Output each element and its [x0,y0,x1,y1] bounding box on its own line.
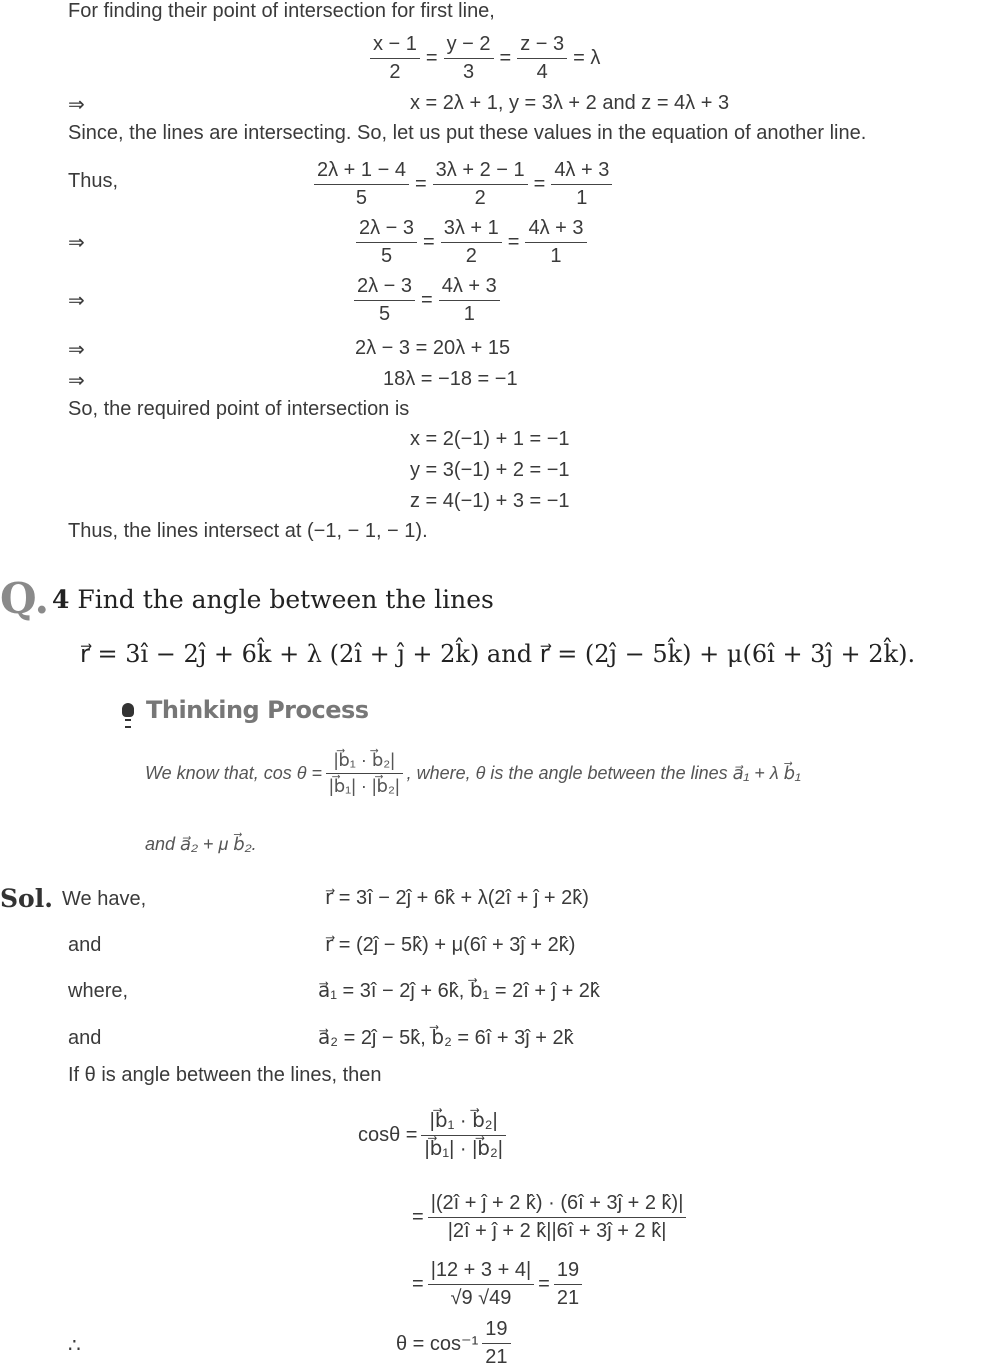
denominator: 5 [354,300,415,328]
denominator: 5 [314,184,409,212]
denominator: 2 [370,58,420,86]
fraction [439,273,500,328]
denominator: 1 [439,300,500,328]
implies-symbol: ⇒ [68,370,85,392]
lightbulb-icon [122,700,134,723]
cos-lhs: cosθ = [358,1123,418,1146]
numerator: |b⃗₁ · b⃗₂| [429,1109,498,1132]
denominator: 3 [444,58,494,86]
denominator: 2 [433,184,528,212]
theta-lhs: θ = cos⁻¹ [396,1332,479,1355]
equals: = [533,172,546,195]
question-heading [52,585,494,614]
fraction [370,31,420,86]
fraction [517,31,567,86]
linear-equation: 2λ − 3 = 20λ + 15 [355,337,511,359]
numerator: y − 2 [446,32,491,55]
equals: = [412,1205,424,1228]
equals: = [499,46,512,69]
line-1-equation: r⃗ = 3î − 2ĵ + 6k̂ + λ(2î + ĵ + 2k̂) [325,887,589,909]
denominator: 5 [356,242,417,270]
fraction [428,1257,534,1312]
intro-text: For finding their point of intersection for first line, [68,0,495,22]
fraction [554,1257,582,1312]
numerator: |b⃗₁ · b⃗₂| [333,750,395,771]
param-equation: x = 2λ + 1, y = 3λ + 2 and z = 4λ + 3 [410,92,730,114]
equals: = [507,230,520,253]
fraction [444,31,494,86]
numerator: 2λ + 1 − 4 [317,158,406,181]
required-text: So, the required point of intersection is [68,398,410,420]
denominator: |2î + ĵ + 2 k̂||6î + 3ĵ + 2 k̂| [428,1217,687,1245]
if-text: If θ is angle between the lines, then [68,1064,382,1086]
fraction [421,1108,505,1163]
denominator: |b⃗₁| · |b⃗₂| [421,1135,505,1163]
vectors-2: a⃗₂ = 2ĵ − 5k̂, b⃗₂ = 6î + 3ĵ + 2k̂ [318,1027,574,1049]
formula-rest: , where, θ is the angle between the lines a⃗₁ + λ b⃗₁ [406,762,801,783]
numerator: 4λ + 3 [528,216,584,239]
question-mark-label: Q. [0,574,50,623]
lambda-solution: 18λ = −18 = −1 [383,368,518,390]
equals: = [414,172,427,195]
lambda-eq: = λ [573,46,601,69]
numerator: x − 1 [373,32,417,55]
conclusion-text: Thus, the lines intersect at (−1, − 1, − 1). [68,520,428,542]
numerator: 4λ + 3 [554,158,610,181]
numerator: 3λ + 1 [443,216,499,239]
numerator: |12 + 3 + 4| [430,1258,532,1281]
denominator: 21 [482,1343,510,1371]
equals: = [538,1272,550,1295]
thinking-process-title: Thinking Process [146,696,369,724]
question-text: Find the angle between the lines [77,585,494,614]
numerator: z − 3 [520,32,565,55]
point-x: x = 2(−1) + 1 = −1 [410,428,570,450]
point-y: y = 3(−1) + 2 = −1 [410,459,570,481]
fraction [482,1316,510,1371]
implies-symbol: ⇒ [68,232,85,254]
denominator: 1 [525,242,586,270]
denominator: 1 [551,184,612,212]
equals: = [412,1272,424,1295]
fraction [354,273,415,328]
numerator: |(2î + ĵ + 2 k̂) · (6î + 3ĵ + 2 k̂)| [430,1191,684,1214]
fraction [356,215,417,270]
numerator: 4λ + 3 [441,274,497,297]
since-text: Since, the lines are intersecting. So, let us put these values in the equation of another line. [68,122,867,144]
implies-symbol: ⇒ [68,339,85,361]
fraction [326,748,403,798]
equals: = [421,288,433,311]
solution-label: Sol. [0,884,53,913]
where-text: where, [68,980,129,1002]
denominator: √9 √49 [428,1284,534,1312]
fraction [551,157,612,212]
line-2-equation: r⃗ = (2ĵ − 5k̂) + μ(6î + 3ĵ + 2k̂) [325,934,576,956]
numerator: 19 [556,1258,580,1281]
point-z: z = 4(−1) + 3 = −1 [410,490,570,512]
we-have-text: We have, [62,888,147,910]
numerator: 2λ − 3 [359,216,415,239]
implies-symbol: ⇒ [68,290,85,312]
thus-text: Thus, [68,170,119,192]
fraction [433,157,528,212]
question-number: 4 [52,585,70,614]
numerator: 19 [485,1317,508,1340]
and-text: and [68,934,102,956]
fraction [428,1190,687,1245]
denominator: 4 [517,58,567,86]
implies-symbol: ⇒ [68,94,85,116]
equals: = [425,46,438,69]
equals: = [423,230,435,253]
thinking-and: and a⃗₂ + μ b⃗₂. [145,834,257,854]
formula-lead: We know that, cos θ = [145,762,323,783]
and-text: and [68,1027,102,1049]
vectors-1: a⃗₁ = 3î − 2ĵ + 6k̂, b⃗₁ = 2î + ĵ + 2k̂ [318,980,600,1002]
fraction [525,215,586,270]
fraction [314,157,409,212]
question-equation: r⃗ = 3î − 2ĵ + 6k̂ + λ (2î + ĵ + 2k̂) and r⃗ = (2ĵ − 5k̂) + μ(6î + 3ĵ + 2k̂). [80,640,916,668]
fraction [441,215,502,270]
therefore-symbol: ∴ [68,1335,81,1357]
denominator: 2 [441,242,502,270]
denominator: 21 [554,1284,582,1312]
numerator: 3λ + 2 − 1 [435,158,525,181]
denominator: |b⃗₁| · |b⃗₂| [326,773,403,798]
numerator: 2λ − 3 [357,274,413,297]
